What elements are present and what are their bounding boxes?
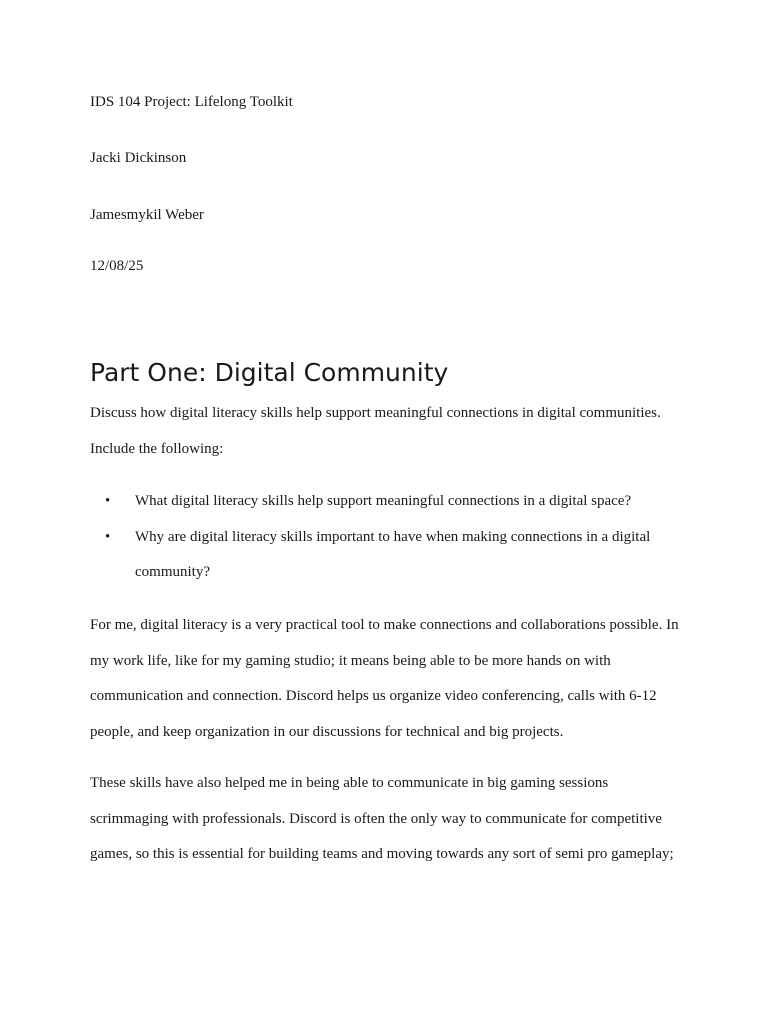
list-item-text: What digital literacy skills help support meaningful connections in a digital space? [135, 493, 632, 509]
bullet-icon: • [105, 528, 111, 545]
prompt-line: Discuss how digital literacy skills help support meaningful connections in digital communities. [90, 405, 661, 421]
course-title: IDS 104 Project: Lifelong Toolkit [90, 94, 293, 110]
body-paragraph: These skills have also helped me in being able to communicate in big gaming sessions scrimmaging with professionals. Discord is often the only way to communicate for competitive games, so this is essential for building teams and moving towards any sort of semi pro gameplay; [90, 775, 674, 862]
bullet-icon: • [105, 493, 111, 509]
author-name: Jacki Dickinson [90, 150, 187, 166]
list-item [90, 520, 690, 591]
list-item [90, 484, 690, 520]
list-item-text: Why are digital literacy skills important to have when making connections in a digital community? [135, 528, 651, 580]
document-date: 12/08/25 [90, 258, 144, 274]
body-paragraph: For me, digital literacy is a very practical tool to make connections and collaborations possible. In my work life, like for my gaming studio; it means being able to be more hands on with communication and connection. Discord helps us organize video conferencing, calls with 6-12 people, and keep organization in our discussions for technical and big projects. [90, 617, 679, 740]
section-prompt [90, 396, 690, 467]
section-heading: Part One: Digital Community [90, 358, 449, 387]
prompt-line: Include the following: [90, 440, 224, 457]
author-name: Jamesmykil Weber [90, 207, 204, 223]
bullet-list [90, 484, 690, 591]
